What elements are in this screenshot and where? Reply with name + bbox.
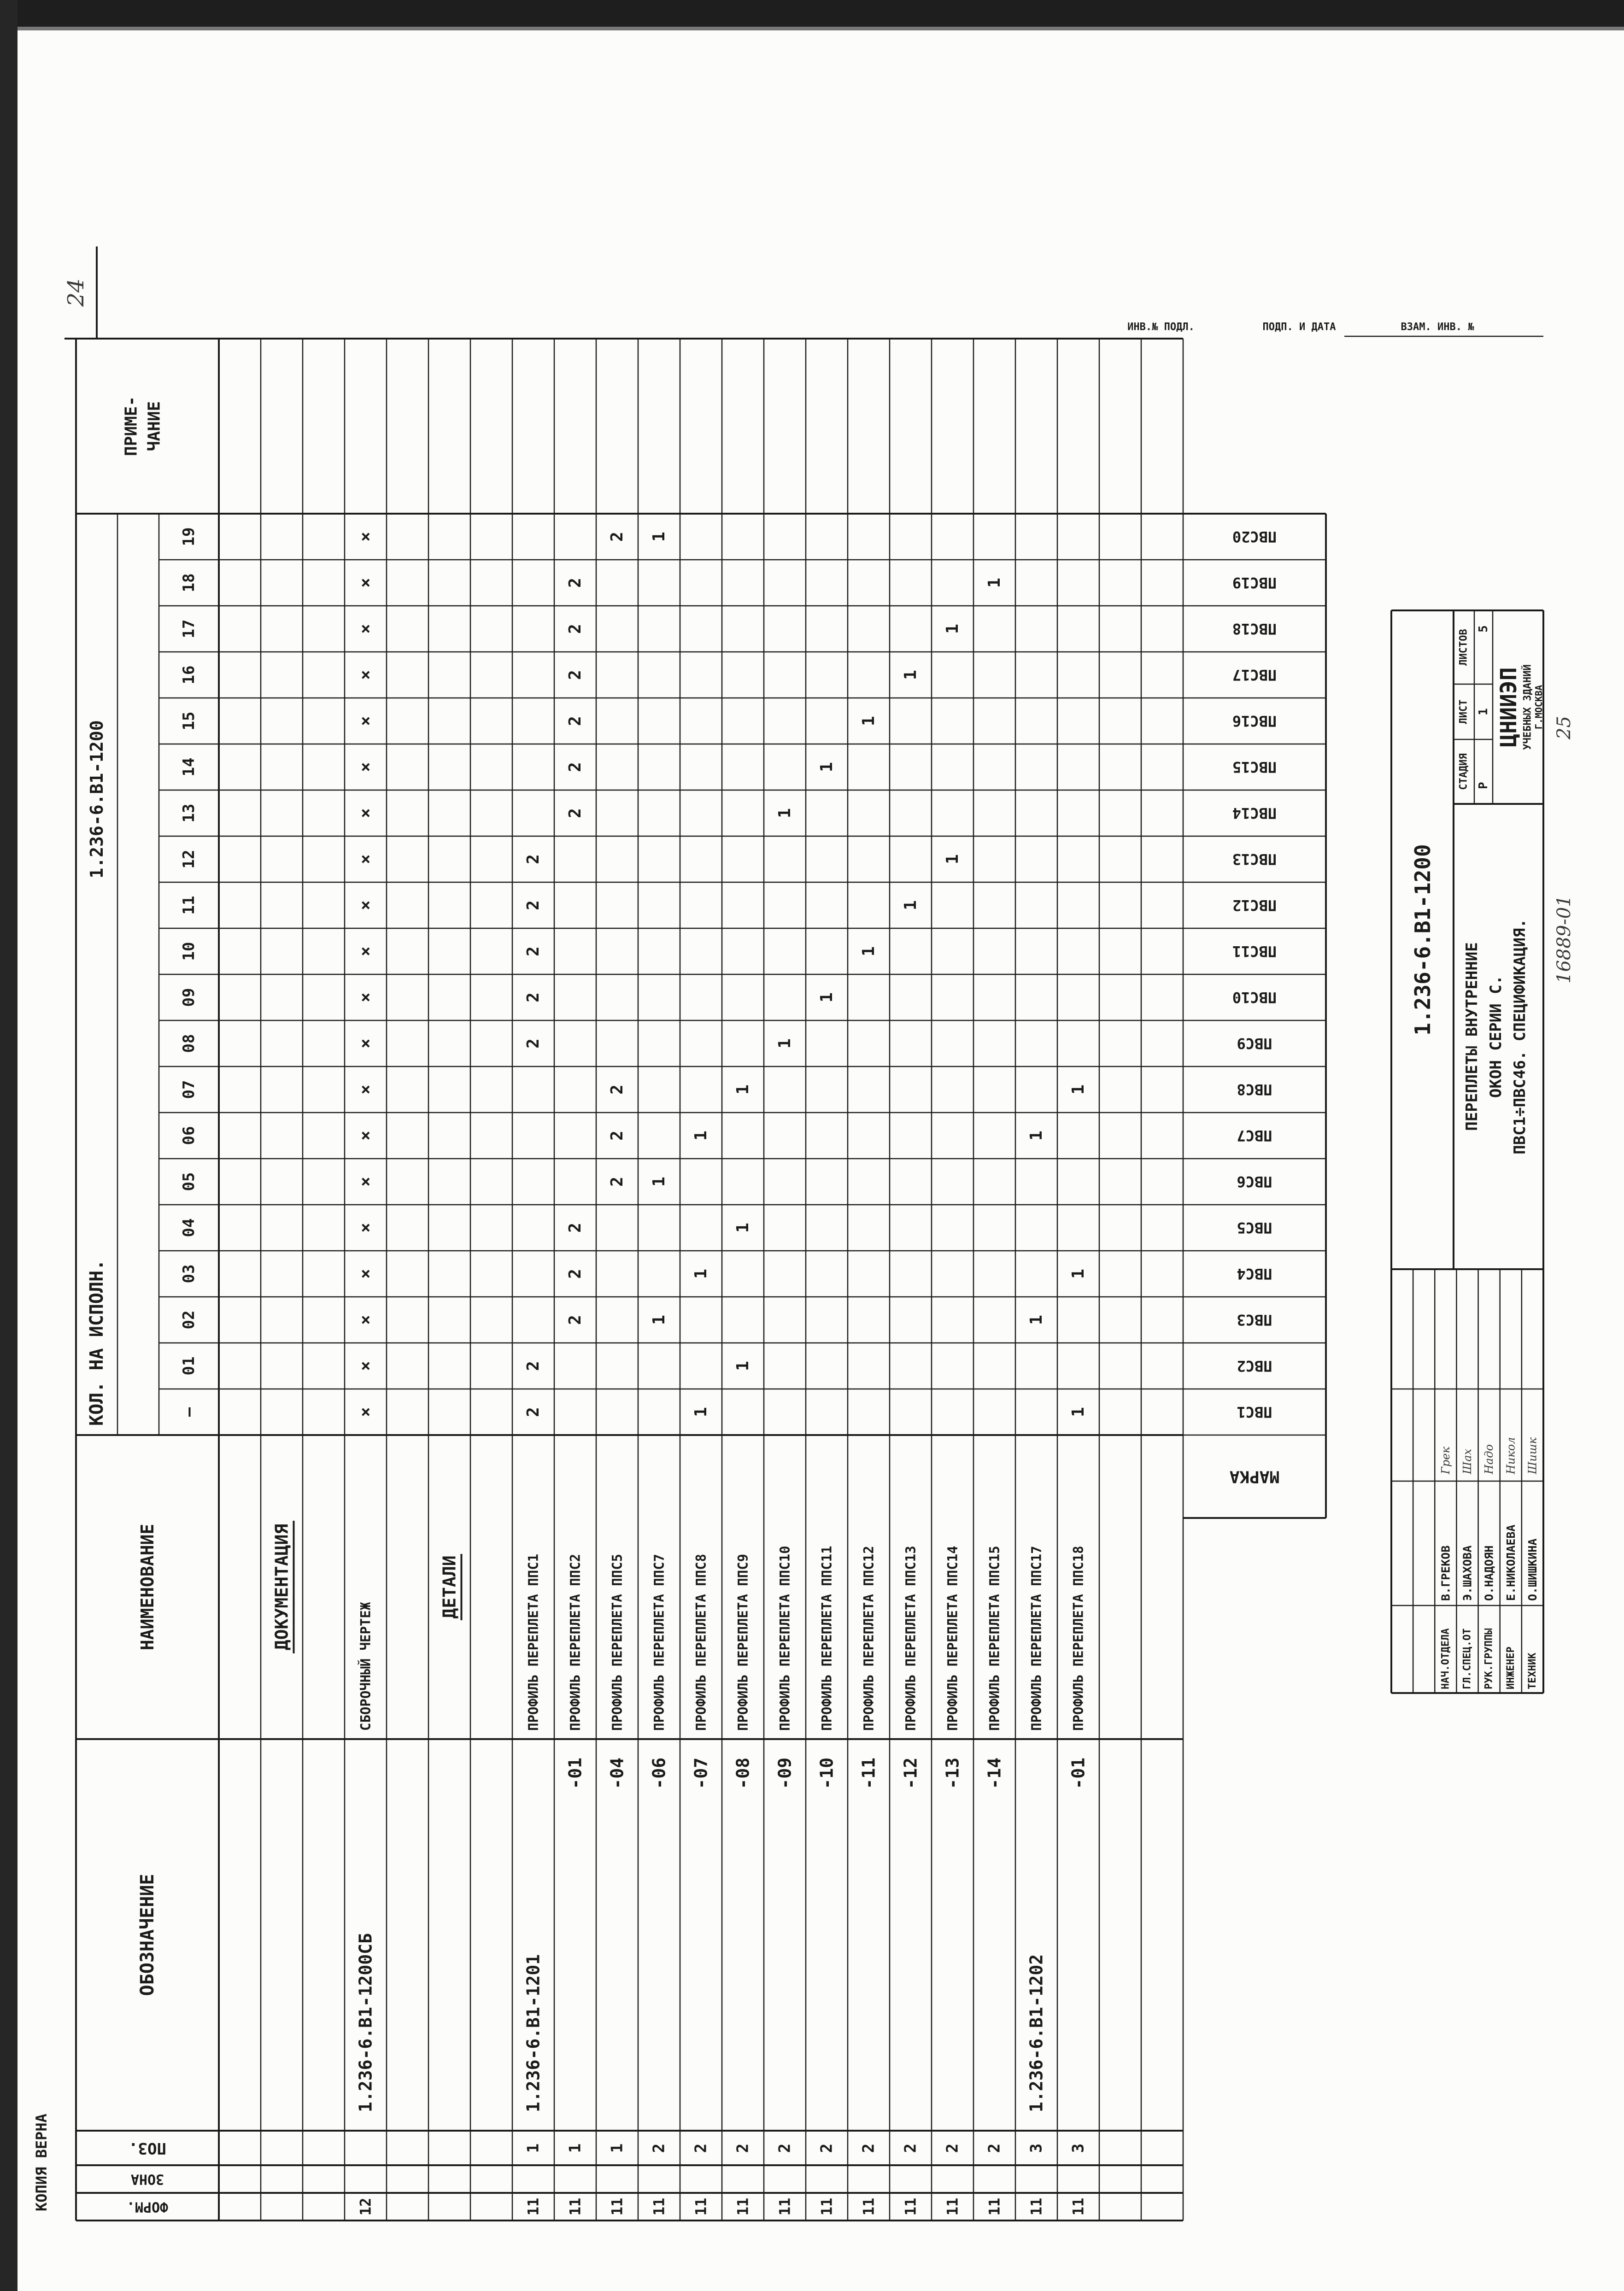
cell-format: 11 [944, 2197, 962, 2216]
cell-format: 11 [650, 2197, 668, 2216]
qty-cell: × [356, 946, 375, 956]
qty-cell: × [356, 808, 375, 818]
cell-format: 11 [985, 2197, 1003, 2216]
cell-format: 11 [902, 2197, 920, 2216]
cell-pos: 2 [775, 2143, 794, 2153]
section-heading: ДОКУМЕНТАЦИЯ [271, 1523, 292, 1651]
qty-cell: × [356, 1361, 375, 1371]
signature-name: О.ШИШКИНА [1525, 1538, 1539, 1601]
header-format: ФОРМ. [126, 2198, 169, 2215]
cell-designation: 1.236-6.В1-1200СБ [355, 1933, 376, 2112]
qty-cell: 1 [859, 716, 878, 726]
stage-value: Р [1477, 782, 1490, 789]
variant-column-number: 15 [180, 711, 198, 731]
qty-cell: × [356, 1038, 375, 1049]
signature-handwritten: Грек [1439, 1447, 1452, 1474]
doc-code: 1.236-6.В1-1200 [1410, 844, 1435, 1036]
mark-label: ПВС17 [1232, 666, 1277, 684]
sheet-label: ЛИСТ [1458, 699, 1470, 724]
variant-column-number: 07 [180, 1080, 198, 1099]
mark-label: ПВС15 [1232, 758, 1277, 776]
scan-edge-top-shadow [0, 27, 1624, 30]
qty-cell: 1 [692, 1131, 710, 1141]
qty-cell: × [356, 1177, 375, 1187]
variant-column-number: 05 [180, 1172, 198, 1191]
cell-name: ПРОФИЛЬ ПЕРЕПЛЕТА ППС12 [861, 1546, 877, 1731]
archive-sheet: 25 [1554, 716, 1575, 739]
qty-cell: 1 [985, 578, 1004, 588]
cell-pos: 2 [733, 2143, 752, 2153]
cell-format: 11 [776, 2197, 794, 2216]
cell-designation: 1.236-6.В1-1202 [1026, 1954, 1047, 2112]
signature-handwritten: Шах [1461, 1448, 1474, 1474]
qty-cell: × [356, 1084, 375, 1095]
variant-column-number: 17 [180, 619, 198, 639]
mark-label: ПВС13 [1232, 850, 1277, 868]
qty-cell: 2 [608, 1131, 627, 1141]
qty-cell: 2 [566, 762, 585, 772]
cell-designation: -13 [942, 1758, 963, 1789]
signature-handwritten: Никол [1504, 1437, 1518, 1474]
mark-label: ПВС11 [1232, 943, 1277, 960]
cell-format: 11 [1027, 2197, 1045, 2216]
qty-cell: × [356, 670, 375, 680]
variant-column-number: 13 [180, 803, 198, 823]
side-label: ВЗАМ. ИНВ. № [1401, 321, 1474, 333]
qty-cell: × [356, 716, 375, 726]
signature-name: Е.НИКОЛАЕВА [1504, 1524, 1518, 1601]
cell-name: ПРОФИЛЬ ПЕРЕПЛЕТА ППС17 [1028, 1546, 1044, 1731]
qty-cell: 1 [775, 1038, 794, 1049]
qty-cell: 2 [566, 1315, 585, 1325]
qty-cell: × [356, 624, 375, 634]
variant-column-number: 01 [180, 1356, 198, 1376]
variant-column-number: 09 [180, 988, 198, 1007]
mark-label: ПВС14 [1232, 804, 1277, 822]
variant-column-number: 11 [180, 896, 198, 915]
mark-label: ПВС5 [1237, 1219, 1272, 1236]
qty-cell: 2 [566, 716, 585, 726]
variant-column-number: 10 [180, 942, 198, 961]
qty-cell: 2 [566, 624, 585, 634]
cell-pos: 1 [608, 2143, 627, 2153]
signature-role: НАЧ.ОТДЕЛА [1440, 1628, 1452, 1689]
cell-pos: 1 [524, 2143, 543, 2153]
organization-city: Г.МОСКВА [1533, 685, 1544, 730]
organization: ЦНИИЭП [1496, 667, 1522, 747]
mark-label: ПВС10 [1232, 989, 1277, 1006]
qty-cell: × [356, 1223, 375, 1233]
qty-cell: 1 [733, 1361, 752, 1371]
mark-label: ПВС18 [1232, 620, 1277, 638]
qty-cell: × [356, 992, 375, 1002]
mark-label: ПВС16 [1232, 712, 1277, 730]
cell-format: 11 [566, 2197, 584, 2216]
mark-label: ПВС7 [1237, 1127, 1272, 1144]
qty-cell: × [356, 1269, 375, 1279]
qty-cell: 2 [524, 1038, 543, 1049]
mark-label: ПВС3 [1237, 1311, 1272, 1329]
header-note: ПРИМЕ- [122, 396, 141, 457]
cell-name: ПРОФИЛЬ ПЕРЕПЛЕТА ППС15 [986, 1546, 1003, 1731]
qty-cell: 1 [650, 1315, 668, 1325]
signature-role: ТЕХНИК [1526, 1652, 1538, 1689]
cell-name: ПРОФИЛЬ ПЕРЕПЛЕТА ППС18 [1070, 1546, 1086, 1731]
mark-label: ПВС19 [1232, 574, 1277, 592]
cell-pos: 2 [943, 2143, 962, 2153]
qty-cell: 1 [650, 1177, 668, 1187]
mark-label: ПВС20 [1232, 528, 1277, 545]
variant-column-number: 18 [180, 573, 198, 592]
copy-stamp: КОПИЯ ВЕРНА [33, 2114, 50, 2211]
header-qty: КОЛ. НА ИСПОЛН. [86, 1259, 107, 1426]
qty-cell: 2 [566, 578, 585, 588]
signature-role: ИНЖЕНЕР [1505, 1646, 1517, 1689]
cell-designation: -01 [1068, 1758, 1089, 1789]
signature-name: О.НАДОЯН [1482, 1545, 1496, 1601]
mark-label: ПВС1 [1237, 1403, 1272, 1421]
qty-cell: 1 [901, 670, 920, 680]
cell-pos: 2 [901, 2143, 920, 2153]
cell-pos: 2 [859, 2143, 878, 2153]
variant-column-number: 12 [180, 850, 198, 869]
qty-cell: 1 [1027, 1131, 1046, 1141]
mark-label: ПВС6 [1237, 1173, 1272, 1190]
qty-cell: × [356, 1407, 375, 1417]
cell-designation: -01 [565, 1758, 586, 1789]
header-pos: ПОЗ. [129, 2139, 166, 2157]
qty-cell: 2 [524, 1407, 543, 1417]
qty-cell: 1 [1027, 1315, 1046, 1325]
signature-handwritten: Шишк [1526, 1437, 1539, 1474]
cell-format: 11 [608, 2197, 626, 2216]
header-name: НАИМЕНОВАНИЕ [137, 1523, 158, 1651]
stage-label: СТАДИЯ [1458, 753, 1470, 790]
qty-cell: 2 [566, 808, 585, 818]
cell-format: 12 [357, 2197, 375, 2216]
qty-cell: 1 [692, 1269, 710, 1279]
cell-pos: 2 [650, 2143, 668, 2153]
header-zone: ЗОНА [130, 2171, 164, 2187]
qty-cell: 2 [608, 532, 627, 542]
cell-name: ПРОФИЛЬ ПЕРЕПЛЕТА ППС8 [693, 1553, 709, 1731]
qty-cell: 2 [524, 1361, 543, 1371]
side-label: ПОДП. И ДАТА [1262, 321, 1336, 333]
rotated-document [33, 41, 1575, 2239]
variant-column-number: 04 [180, 1218, 198, 1237]
signature-handwritten: Надо [1483, 1444, 1496, 1474]
qty-cell: × [356, 532, 375, 542]
cell-format: 11 [524, 2197, 542, 2216]
header-note: ЧАНИЕ [145, 401, 164, 451]
cell-name: ПРОФИЛЬ ПЕРЕПЛЕТА ППС1 [525, 1553, 541, 1731]
cell-name: ПРОФИЛЬ ПЕРЕПЛЕТА ППС2 [567, 1553, 583, 1731]
page-number: 24 [63, 278, 89, 307]
qty-cell: 1 [692, 1407, 710, 1417]
specification-drawing [33, 41, 1575, 2239]
cell-name: ПРОФИЛЬ ПЕРЕПЛЕТА ППС14 [944, 1546, 961, 1731]
signature-role: ГЛ.СПЕЦ.ОТ [1461, 1628, 1473, 1689]
header-designation: ОБОЗНАЧЕНИЕ [137, 1874, 158, 1996]
qty-cell: 1 [733, 1223, 752, 1233]
cell-pos: 2 [985, 2143, 1004, 2153]
qty-cell: 1 [859, 946, 878, 956]
qty-cell: 2 [566, 670, 585, 680]
qty-cell: 1 [817, 992, 836, 1002]
cell-pos: 1 [566, 2143, 585, 2153]
qty-cell: 1 [901, 900, 920, 910]
qty-cell: 1 [943, 854, 962, 864]
cell-designation: -09 [774, 1758, 795, 1789]
cell-name: ПРОФИЛЬ ПЕРЕПЛЕТА ППС5 [609, 1553, 625, 1731]
cell-name: ПРОФИЛЬ ПЕРЕПЛЕТА ППС7 [651, 1553, 667, 1731]
cell-pos: 2 [817, 2143, 836, 2153]
sheets-value: 5 [1477, 625, 1490, 633]
sheet-value: 1 [1477, 708, 1490, 715]
mark-label: ПВС12 [1232, 896, 1277, 914]
cell-pos: 2 [692, 2143, 710, 2153]
qty-cell: 1 [775, 808, 794, 818]
cell-designation: -08 [733, 1758, 753, 1789]
variant-column-number: 03 [180, 1264, 198, 1283]
qty-cell: 1 [650, 532, 668, 542]
variant-column-number: 14 [180, 757, 198, 777]
qty-cell: 1 [943, 624, 962, 634]
cell-name: ПРОФИЛЬ ПЕРЕПЛЕТА ППС10 [777, 1546, 793, 1731]
cell-format: 11 [734, 2197, 752, 2216]
qty-cell: × [356, 854, 375, 864]
variant-column-number: 08 [180, 1034, 198, 1053]
signature-name: Э.ШАХОВА [1460, 1545, 1474, 1601]
qty-cell: 1 [1069, 1407, 1088, 1417]
variant-column-number: 06 [180, 1126, 198, 1145]
cell-format: 11 [860, 2197, 878, 2216]
archive-number: 16889-01 [1554, 895, 1575, 984]
variant-column-number: 16 [180, 665, 198, 685]
scan-edge-left [0, 0, 18, 2291]
qty-cell: × [356, 762, 375, 772]
cell-pos: 3 [1069, 2143, 1088, 2153]
doc-title-line: ПВС1÷ПВС46. СПЕЦИФИКАЦИЯ. [1511, 919, 1529, 1154]
qty-cell: 2 [566, 1269, 585, 1279]
cell-format: 11 [1069, 2197, 1087, 2216]
mark-label: ПВС8 [1237, 1081, 1272, 1098]
side-label: ИНВ.№ ПОДЛ. [1127, 321, 1195, 333]
qty-cell: 2 [524, 900, 543, 910]
cell-pos: 3 [1027, 2143, 1046, 2153]
cell-designation: -07 [691, 1758, 711, 1789]
qty-cell: 2 [524, 946, 543, 956]
cell-designation: -14 [984, 1758, 1005, 1789]
doc-title-line: ОКОН СЕРИИ С. [1487, 975, 1505, 1098]
qty-cell: 2 [524, 854, 543, 864]
cell-format: 11 [818, 2197, 836, 2216]
signature-name: В.ГРЕКОВ [1439, 1545, 1453, 1601]
qty-cell: × [356, 1131, 375, 1141]
mark-label: ПВС2 [1237, 1357, 1272, 1375]
doc-title-line: ПЕРЕПЛЕТЫ ВНУТРЕННИЕ [1463, 942, 1481, 1131]
variant-column-number: 02 [180, 1310, 198, 1330]
cell-designation: -11 [858, 1758, 879, 1789]
cell-name: ПРОФИЛЬ ПЕРЕПЛЕТА ППС13 [903, 1546, 919, 1731]
cell-name: СБОРОЧНЫЙ ЧЕРТЕЖ [358, 1602, 374, 1731]
qty-cell: 2 [608, 1177, 627, 1187]
organization-sub: УЧЕБНЫХ ЗДАНИЙ [1522, 664, 1534, 750]
qty-cell: 2 [524, 992, 543, 1002]
header-series-code: 1.236-6.В1-1200 [87, 720, 107, 879]
mark-label: ПВС9 [1237, 1035, 1272, 1052]
signature-role: РУК.ГРУППЫ [1483, 1628, 1495, 1689]
cell-format: 11 [692, 2197, 710, 2216]
cell-designation: -04 [607, 1758, 627, 1789]
qty-cell: 2 [566, 1223, 585, 1233]
qty-cell: × [356, 1315, 375, 1325]
cell-designation: -06 [649, 1758, 669, 1789]
qty-cell: × [356, 900, 375, 910]
scan-edge-top [0, 0, 1624, 27]
qty-cell: 1 [733, 1084, 752, 1095]
qty-cell: 1 [817, 762, 836, 772]
cell-name: ПРОФИЛЬ ПЕРЕПЛЕТА ППС11 [819, 1546, 835, 1731]
qty-cell: × [356, 578, 375, 588]
cell-designation: -12 [900, 1758, 921, 1789]
marks-label: МАРКА [1229, 1467, 1280, 1486]
qty-cell: 1 [1069, 1084, 1088, 1095]
qty-cell: 1 [1069, 1269, 1088, 1279]
cell-name: ПРОФИЛЬ ПЕРЕПЛЕТА ППС9 [735, 1553, 751, 1731]
variant-column-number: 19 [180, 527, 198, 546]
mark-label: ПВС4 [1237, 1265, 1272, 1283]
section-heading: ДЕТАЛИ [439, 1555, 460, 1619]
qty-cell: 2 [608, 1084, 627, 1095]
variant-column-number: – [180, 1407, 198, 1417]
cell-designation: 1.236-6.В1-1201 [523, 1954, 544, 2112]
sheets-label: ЛИСТОВ [1458, 629, 1470, 666]
cell-designation: -10 [816, 1758, 837, 1789]
